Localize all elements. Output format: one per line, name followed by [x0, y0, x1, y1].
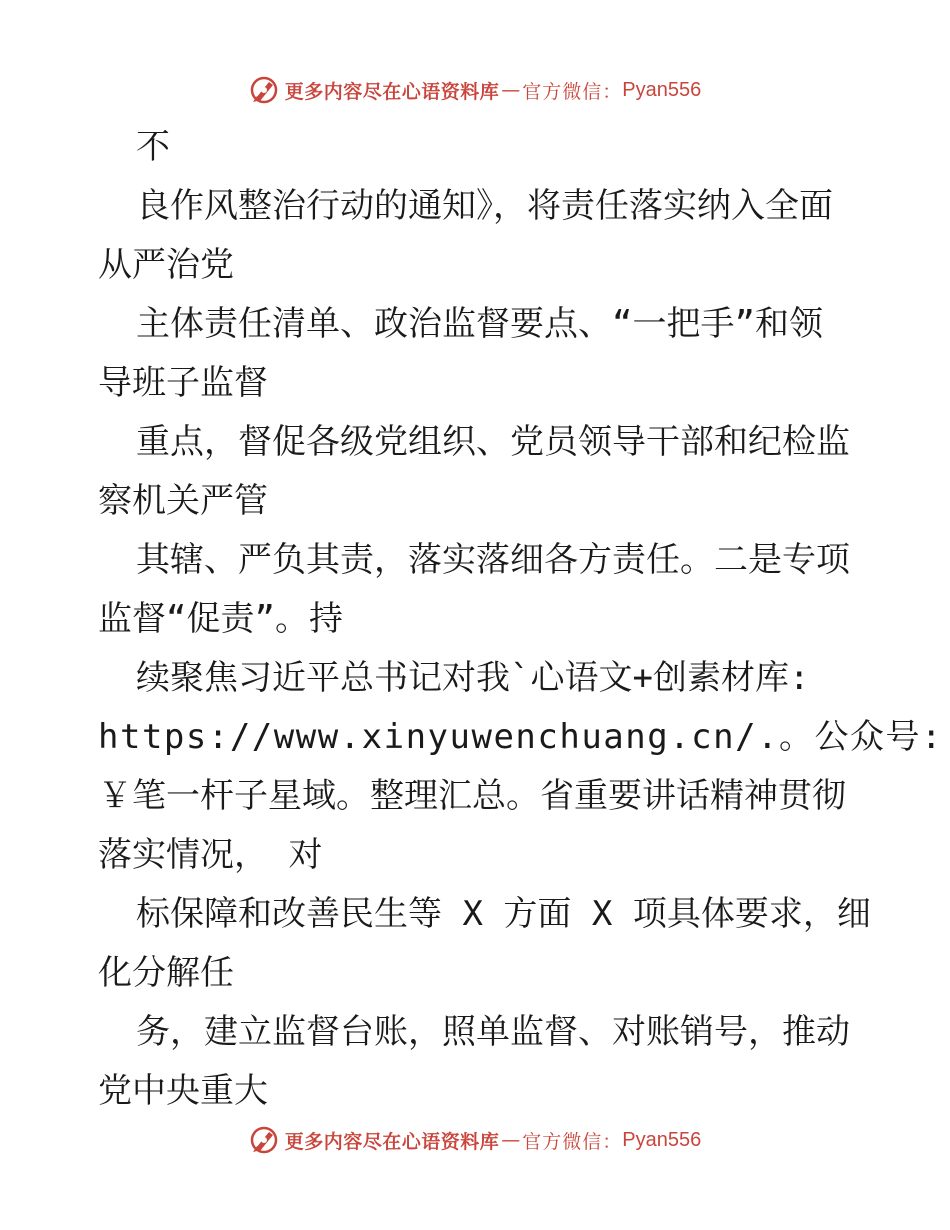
header-banner — [0, 70, 950, 110]
text-line: ￥笔一杆子星域。整理汇总。省重要讲话精神贯彻 — [98, 776, 846, 816]
url-line: https://www.xinyuwenchuang.cn/.。公众号: — [98, 717, 944, 757]
text-line: 重点，督促各级党组织、党员领导干部和纪检监 — [136, 422, 850, 462]
text-line: 良作风整治行动的通知》，将责任落实纳入全面 — [136, 186, 833, 226]
text-line: 化分解任 — [98, 953, 234, 993]
banner-dash: — — [501, 79, 521, 101]
text-line: 其辖、严负其责，落实落细各方责任。二是专项 — [136, 540, 850, 580]
footer-banner — [0, 1120, 950, 1160]
text-line: 党中央重大 — [98, 1071, 268, 1111]
text-line: 从严治党 — [98, 245, 234, 285]
text-line: 不 — [136, 127, 170, 167]
banner-wechat-id: Pyan556 — [622, 1128, 702, 1151]
pen-in-circle-logo-icon — [249, 75, 279, 105]
text-line: 导班子监督 — [98, 363, 268, 403]
banner-wechat-label: 官方微信： — [522, 1130, 623, 1153]
banner-wechat-id: Pyan556 — [622, 78, 702, 101]
banner-title: 更多内容尽在心语资料库 — [284, 1130, 500, 1153]
banner-wechat-label: 官方微信： — [522, 80, 623, 103]
text-line: 标保障和改善民生等 X 方面 X 项具体要求，细 — [136, 894, 871, 934]
text-line: 务，建立监督台账，照单监督、对账销号，推动 — [136, 1012, 850, 1052]
pen-in-circle-logo-icon — [249, 1125, 279, 1155]
text-line: 监督“促责”。持 — [98, 599, 343, 639]
text-line: 察机关严管 — [98, 481, 268, 521]
text-line: 续聚焦习近平总书记对我`心语文+创素材库: — [136, 658, 810, 698]
banner-dash: — — [501, 1129, 521, 1151]
text-line: 主体责任清单、政治监督要点、“一把手”和领 — [136, 304, 823, 344]
banner-title: 更多内容尽在心语资料库 — [284, 80, 500, 103]
text-line: 落实情况， 对 — [98, 835, 323, 875]
document-body — [98, 118, 944, 1121]
